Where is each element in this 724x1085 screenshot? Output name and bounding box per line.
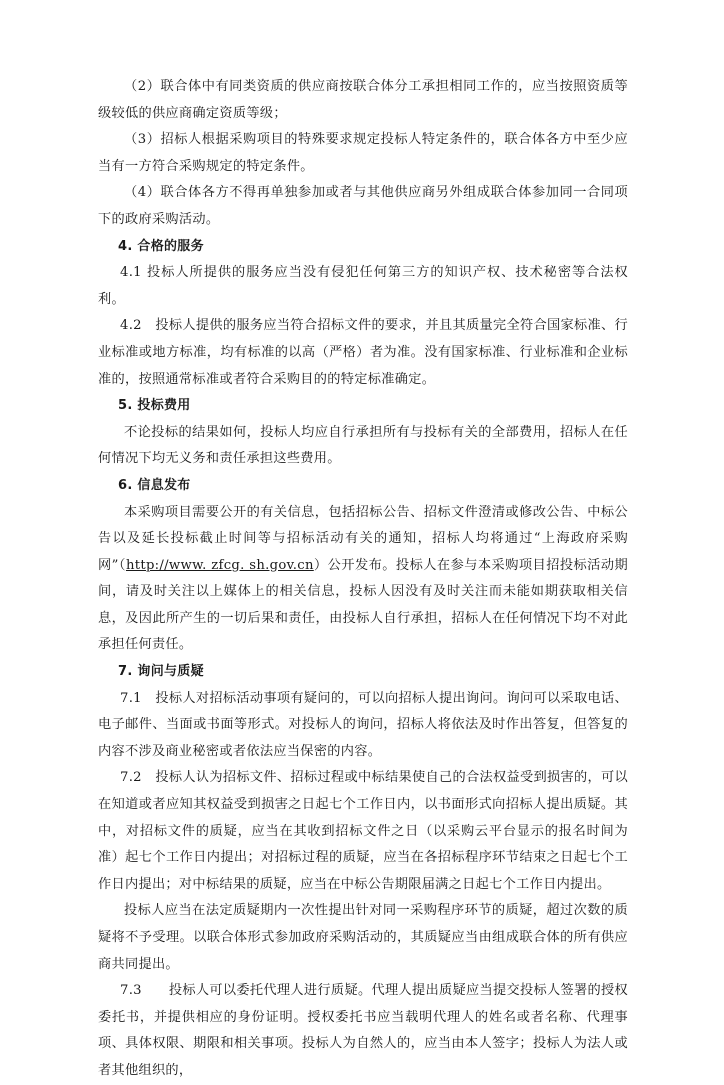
section-heading-qualified-services: 4. 合格的服务	[118, 238, 204, 254]
clause-4-1: 4.1 投标人所提供的服务应当没有侵犯任何第三方的知识产权、技术秘密等合法权利。	[98, 265, 628, 307]
information-release-text-before: 本采购项目需要公开的有关信息，包括招标公告、招标文件澄清或修改公告、中标公告以及延长投标截止时间等与招标活动有关的通知，招标人均将通过“上海政府采购网”（	[98, 504, 628, 573]
clause-4-2: 4.2 投标人提供的服务应当符合招标文件的要求，并且其质量完全符合国家标准、行业标准或地方标准，均有标准的以高（严格）者为准。没有国家标准、行业标准和企业标准的，按照通常标准或者符合采购目的的特定标准确定。	[98, 318, 628, 387]
procurement-website-link[interactable]: http://www. zfcg. sh.gov.cn	[125, 557, 314, 573]
paragraph-consortium-restriction: （4）联合体各方不得再单独参加或者与其他供应商另外组成联合体参加同一合同项下的政府采购活动。	[98, 185, 628, 227]
paragraph-information-release	[98, 500, 628, 660]
section-heading-bid-costs: 5. 投标费用	[118, 398, 191, 414]
paragraph-consortium-qualification: （2）联合体中有同类资质的供应商按联合体分工承担相同工作的，应当按照资质等级较低的供应商确定资质等级；	[98, 79, 628, 121]
document-page	[98, 74, 628, 1085]
clause-7-1: 7.1 投标人对招标活动事项有疑问的，可以向招标人提出询问。询问可以采取电话、电子邮件、当面或书面等形式。对投标人的询问，招标人将依法及时作出答复，但答复的内容不涉及商业秘密或者依法应当保密的内容。	[98, 690, 628, 759]
clause-7-3: 7.3 投标人可以委托代理人进行质疑。代理人提出质疑应当提交投标人签署的授权委托书，并提供相应的身份证明。授权委托书应当载明代理人的姓名或者名称、代理事项、具体权限、期限和相关事项。投标人为自然人的，应当由本人签字；投标人为法人或者其他组织的，	[98, 983, 628, 1078]
section-heading-inquiry-and-challenge: 7. 询问与质疑	[118, 664, 204, 680]
clause-7-2: 7.2 投标人认为招标文件、招标过程或中标结果使自己的合法权益受到损害的，可以在知道或者应知其权益受到损害之日起七个工作日内，以书面形式向招标人提出质疑。其中，对招标文件的质疑，应当在其收到招标文件之日（以采购云平台显示的报名时间为准）起七个工作日内提出；对招标过程的质疑，应当在各招标程序环节结束之日起七个工作日内提出；对中标结果的质疑，应当在中标公告期限届满之日起七个工作日内提出。	[98, 770, 628, 892]
paragraph-bid-costs: 不论投标的结果如何，投标人均应自行承担所有与投标有关的全部费用，招标人在任何情况下均无义务和责任承担这些费用。	[98, 424, 628, 467]
information-release-text-after: ）公开发布。投标人在参与本采购项目招投标活动期间，请及时关注以上媒体上的相关信息，投标人因没有及时关注而未能如期获取相关信息，及因此所产生的一切后果和责任，由投标人自行承担，招标人在任何情况下均不对此承担任何责任。	[98, 557, 628, 653]
section-heading-information-release: 6. 信息发布	[118, 477, 191, 493]
paragraph-challenge-limit: 投标人应当在法定质疑期内一次性提出针对同一采购程序环节的质疑，超过次数的质疑将不予受理。以联合体形式参加政府采购活动的，其质疑应当由组成联合体的所有供应商共同提出。	[98, 903, 628, 972]
paragraph-consortium-specific-conditions: （3）招标人根据采购项目的特殊要求规定投标人特定条件的，联合体各方中至少应当有一方符合采购规定的特定条件。	[98, 132, 628, 174]
